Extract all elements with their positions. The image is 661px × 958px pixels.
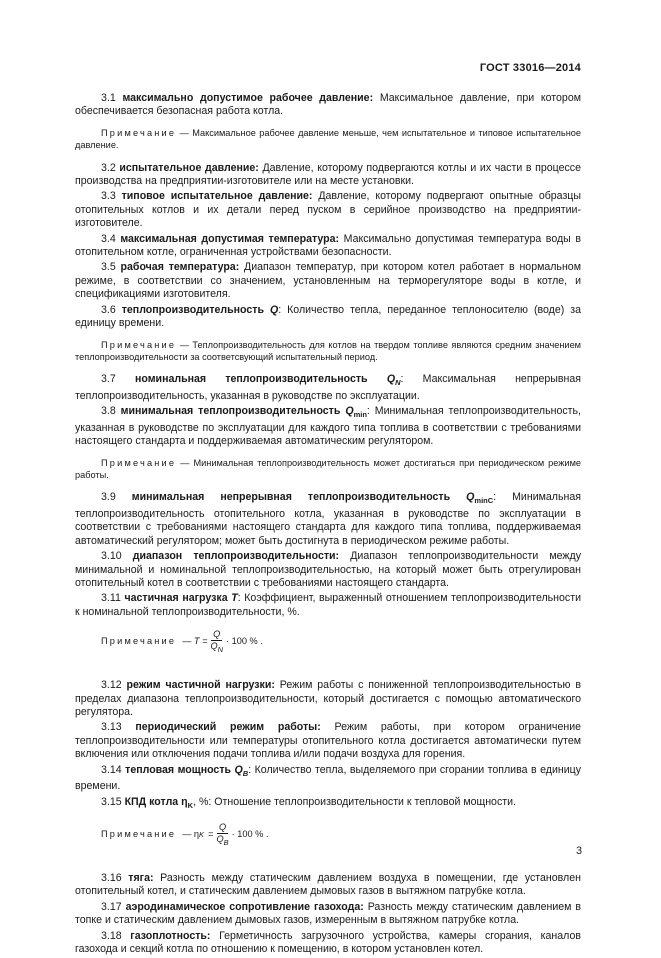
definition-3-14 — [75, 764, 581, 794]
definition-3-7 — [75, 373, 581, 403]
definition-3-4 — [75, 233, 581, 260]
term: испытательное давление: — [119, 161, 259, 174]
clause-number: 3.18 — [101, 929, 122, 942]
term: минимальная теплопроизводительность — [120, 405, 341, 418]
symbol-subscript: min — [353, 410, 367, 420]
definition-text: : Коэффициент, выраженный отношением теплопроизводительности к номинальной теплопроизводительности, %. — [75, 592, 581, 618]
clause-number: 3.15 — [101, 795, 122, 808]
term: минимальная непрерывная теплопроизводительность — [131, 491, 451, 504]
definition-3-10 — [75, 550, 581, 590]
symbol: Q — [234, 763, 243, 776]
clause-number: 3.13 — [101, 721, 122, 734]
term: номинальная теплопроизводительность — [134, 373, 368, 386]
term: максимально допустимое рабочее давление: — [122, 92, 374, 104]
definition-text: Режим работы, при котором ограничение теплопроизводительности или температуры отопительного котла достигается автоматически путем включения или отключения подачи топлива и/или подачи воздуха для горения. — [75, 721, 581, 761]
fraction-denominator — [216, 834, 228, 848]
definition-text: : Количество тепла, выделяемого при сгорании топлива в единицу времени. — [75, 763, 581, 793]
definition-text: : Минимальная теплопроизводительность отопительного котла, указанная в руководстве по эксплуатации в соответствии с требованиями настоящего стандарта для каждого типа топлива, поддерживаемая автоматический регулятором; может быть достигнута в периодическом режиме работы. — [75, 491, 581, 547]
term: периодический режим работы: — [135, 721, 321, 734]
definition-3-9 — [75, 491, 581, 548]
symbol-subscript: B — [242, 768, 249, 778]
term: аэродинамическое сопротивление газохода: — [125, 900, 364, 913]
denominator-symbol: Q — [210, 641, 218, 652]
definition-text: Максимально допустимая температура воды в отопительном котле, ограниченная устройствами безопасности. — [75, 232, 581, 259]
symbol: Q — [466, 491, 475, 504]
definition-3-18 — [75, 930, 581, 957]
definition-text: Режим работы с пониженной теплопроизводительностью в пределах диапазона теплопроизводительности, который достигается с помощью автоматического регулятора. — [75, 679, 581, 718]
fraction — [210, 629, 223, 655]
clause-number: 3.2 — [101, 161, 116, 174]
clause-number: 3.17 — [101, 900, 122, 913]
page-number: 3 — [576, 845, 582, 857]
definition-3-13 — [75, 721, 581, 761]
definition-3-5 — [75, 261, 581, 301]
formula-rhs: · 100 % . — [231, 829, 269, 840]
denominator-subscript: B — [223, 837, 229, 847]
symbol: T — [231, 592, 238, 605]
definition-text: , %: Отношение теплопроизводительности к тепловой мощности. — [193, 795, 516, 808]
formula-lhs: — η — [182, 829, 200, 840]
formula-note-3-15 — [101, 820, 581, 850]
term: тяга: — [128, 872, 154, 885]
definition-3-11 — [75, 592, 581, 619]
symbol-subscript: N — [395, 378, 401, 388]
definition-text: Диапазон температур, при котором котел работает в нормальном режиме, в соответствии со значением, установленным на терморегуляторе воды в котле, и спецификациями изготовителя. — [75, 261, 581, 301]
note-label: Примечание — [101, 636, 177, 647]
denominator-subscript: N — [217, 645, 224, 655]
note-text: — Максимальное рабочее давление меньше, чем испытательное и типовое испытательное давление. — [75, 127, 581, 151]
clause-number: 3.10 — [101, 550, 122, 563]
definition-text: : Максимальная непрерывная теплопроизводительность, указанная в руководстве по эксплуатации. — [75, 373, 581, 402]
definition-3-12 — [75, 679, 581, 719]
term: газоплотность: — [130, 929, 211, 942]
symbol-subscript: minC — [474, 496, 494, 506]
symbol: Q — [269, 303, 279, 316]
document-code: ГОСТ 33016—2014 — [479, 62, 581, 74]
clause-number: 3.11 — [101, 592, 121, 605]
definition-3-17 — [75, 901, 581, 928]
fraction-denominator — [210, 641, 223, 655]
clause-number: 3.12 — [101, 679, 122, 692]
note-label: Примечание — [101, 339, 177, 350]
clause-number: 3.8 — [101, 405, 116, 418]
definition-text: : Минимальная теплопроизводительность, указанная в руководстве по эксплуатации для каждого типа топлива в соответствии с требованиями настоящего стандарта и поддерживаемая автоматическим регулятором. — [75, 405, 581, 448]
term: теплопроизводительность — [121, 303, 264, 316]
symbol: Q — [345, 405, 354, 418]
term: КПД котла — [124, 795, 179, 808]
term: максимальная допустимая температура: — [120, 232, 340, 245]
symbol-subscript: K — [187, 800, 194, 810]
document-body — [75, 92, 581, 958]
term: частичная нагрузка — [124, 592, 228, 605]
note-text: — Минимальная теплопроизводительность может достигаться при периодическом режиме работы. — [75, 457, 581, 480]
fraction — [216, 822, 228, 848]
definition-3-8 — [75, 405, 581, 448]
definition-3-2 — [75, 162, 581, 189]
definition-text: Герметичность загрузочного устройства, камеры сгорания, каналов газохода и секций котла по отношению к помещению, в котором установлен котел. — [75, 929, 581, 956]
note-label: Примечание — [101, 127, 177, 138]
note-3-8 — [75, 457, 581, 482]
definition-3-16 — [75, 872, 581, 899]
fraction-numerator: Q — [213, 629, 221, 640]
note-3-6 — [75, 339, 581, 364]
note-label: Примечание — [101, 829, 177, 840]
symbol: η — [181, 795, 188, 808]
clause-number: 3.14 — [101, 763, 122, 776]
symbol: Q — [386, 373, 396, 386]
term: рабочая температура: — [120, 261, 240, 274]
definition-text: Разность между статическим давлением воздуха в помещении, где установлен отопительный котел, и статическим давлением дымовых газов в вытяжном патрубке котла. — [75, 872, 581, 898]
equals-sign: = — [208, 829, 214, 840]
definition-text: : Количество тепла, переданное теплоносителю (воде) за единицу времени. — [75, 303, 581, 330]
definition-3-15 — [75, 796, 581, 813]
formula-note-3-11 — [101, 627, 581, 657]
denominator-symbol: Q — [216, 834, 224, 845]
note-text: — Теплопроизводительность для котлов на твердом топливе являются средним значением теплопроизводительности за соответсвующий испытательный период. — [75, 339, 581, 362]
term: типовое испытательное давление: — [121, 190, 313, 203]
formula-lhs: — T = — [182, 636, 208, 647]
note-3-1 — [75, 127, 581, 152]
definition-text: Максимальное давление, при котором обеспечивается безопасная работа котла. — [75, 92, 581, 118]
clause-number: 3.3 — [101, 190, 116, 203]
definition-3-6 — [75, 304, 581, 331]
term: режим частичной нагрузки: — [126, 679, 275, 692]
fraction-numerator: Q — [218, 822, 227, 833]
definition-3-1 — [75, 92, 581, 119]
definition-text: Давление, которому подвергаются котлы и их части в процессе производства на предприятии-изготовителе или на месте установки. — [75, 161, 581, 188]
term: диапазон теплопроизводительности: — [132, 550, 340, 563]
clause-number: 3.6 — [101, 303, 116, 316]
definition-3-3 — [75, 190, 581, 230]
definition-text: Давление, которому подвергают опытные образцы отопительных котлов и их детали перед пуском в серийное производство на предприятии-изготовителе. — [75, 190, 581, 230]
formula-rhs: · 100 % . — [226, 636, 263, 647]
definition-text: Диапазон теплопроизводительности между минимальной и номинальной теплопроизводительностью, на который может быть отрегулирован отопительный котел в соответствии с требованиями настоящего стандарта. — [75, 550, 581, 589]
clause-number: 3.5 — [101, 261, 116, 274]
clause-number: 3.9 — [101, 491, 116, 504]
term: тепловая мощность — [125, 763, 232, 776]
clause-number: 3.4 — [101, 232, 116, 245]
formula-lhs-subscript: K — [199, 830, 205, 840]
clause-number: 3.1 — [101, 92, 116, 104]
clause-number: 3.7 — [101, 373, 116, 386]
note-label: Примечание — [101, 457, 177, 468]
definition-text: Разность между статическим давлением в топке и статическим давлением дымовых газов, измеренным в вытяжном патрубке котла. — [75, 900, 581, 927]
clause-number: 3.16 — [101, 872, 122, 885]
